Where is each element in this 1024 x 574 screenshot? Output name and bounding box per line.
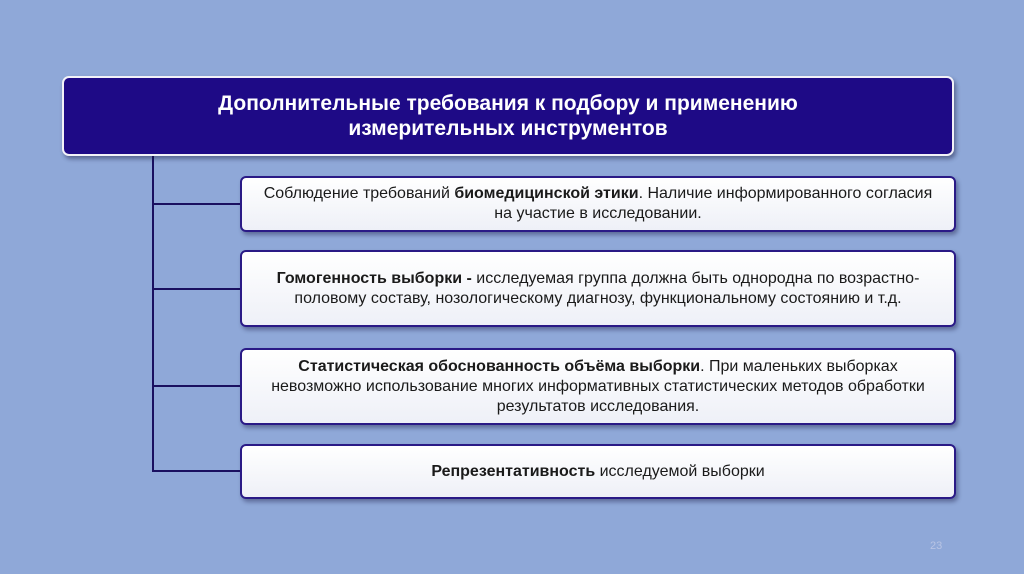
requirement-box-sample-size (240, 348, 956, 425)
header-box (62, 76, 954, 156)
requirement-text: Гомогенность выборки - исследуемая группа должна быть однородна по возрастно-половому составу, нозологическому диагнозу, функциональному состоянию и т.д. (276, 269, 920, 307)
header-line-2: измерительных инструментов (348, 117, 668, 140)
requirement-box-ethics (240, 176, 956, 232)
requirement-text: Соблюдение требований биомедицинской этики. Наличие информированного согласия на участие в исследовании. (263, 185, 933, 222)
requirement-box-representativeness (240, 444, 956, 499)
requirement-text: Репрезентативность исследуемой выборки (431, 462, 765, 480)
requirement-box-homogeneity (240, 250, 956, 327)
page-number: 23 (930, 540, 943, 552)
header-line-1: Дополнительные требования к подбору и применению (218, 92, 798, 115)
requirement-text: Статистическая обоснованность объёма выборки. При маленьких выборках невозможно использование многих информативных статистических методов обработки результатов исследования. (271, 357, 925, 415)
